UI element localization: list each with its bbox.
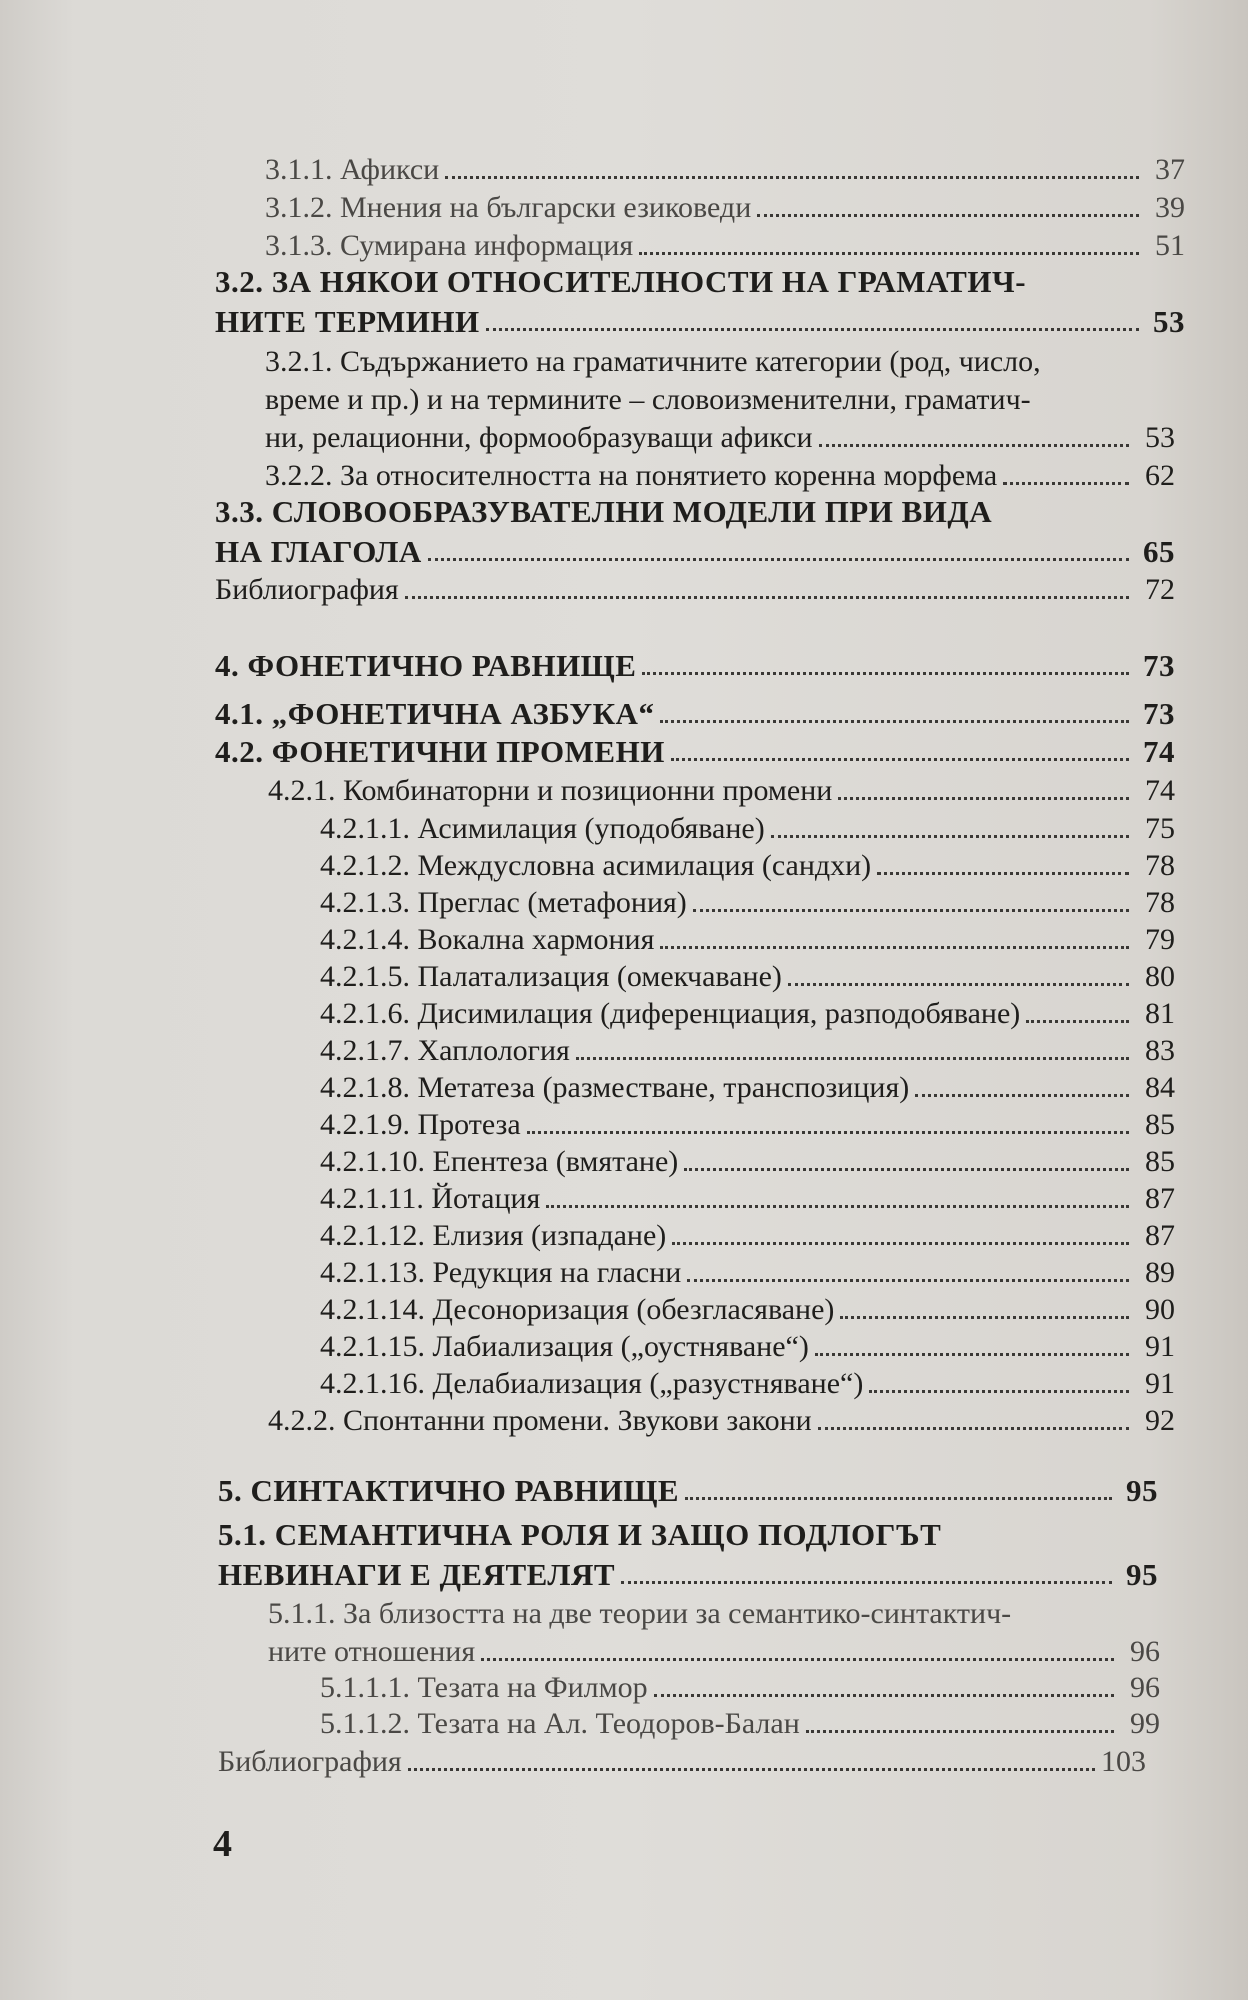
leader-dots [815,1353,1129,1356]
toc-entry-title: НЕВИНАГИ Е ДЕЯТЕЛЯТ [218,1557,616,1592]
leader-dots [788,983,1129,986]
leader-dots [915,1094,1129,1097]
toc-entry [320,885,1175,921]
toc-page-number: 85 [1145,1108,1175,1141]
toc-entry [265,458,1175,494]
toc-entry [265,190,1185,226]
leader-dots [819,444,1130,447]
toc-entry-title: НИТЕ ТЕРМИНИ [215,304,480,339]
leader-dots [642,672,1129,675]
toc-page-number: 99 [1130,1707,1160,1740]
toc-page-number: 74 [1143,734,1175,769]
toc-entry-title: 3.1.1. Афикси [265,153,440,186]
leader-dots [672,1242,1129,1245]
toc-page-number: 74 [1145,774,1175,807]
toc-entry-title: 5. СИНТАКТИЧНО РАВНИЩЕ [218,1473,680,1508]
toc-page-number: 84 [1145,1071,1175,1104]
toc-entry-title: 4.2.1.10. Епентеза (вмятане) [320,1145,679,1178]
toc-entry-title: 4.2.1.11. Йотация [320,1182,541,1215]
toc-entry-title: 3.1.2. Мнения на български езиковеди [265,191,752,224]
toc-page-number: 75 [1145,812,1175,845]
toc-entry-title: 4.2.1.5. Палатализация (омекчаване) [320,960,782,993]
toc-entry-title: 4.2.1.16. Делабиализация („разустняване“) [320,1367,864,1400]
toc-entry [320,1144,1175,1180]
leader-dots [445,176,1139,179]
leader-dots [757,214,1139,217]
leader-dots [685,1497,1112,1500]
page-number: 4 [213,1823,232,1865]
toc-page-number: 78 [1145,849,1175,882]
leader-dots [1026,1020,1129,1023]
toc-entry [320,1670,1160,1706]
toc-entry-title: 4.2.1.12. Елизия (изпадане) [320,1219,667,1252]
toc-page-number: 91 [1145,1367,1175,1400]
toc-entry [218,1744,1146,1780]
toc-entry [320,1181,1175,1217]
toc-entry-title: ни, релационни, формообразуващи афикси [265,421,813,454]
toc-entry [320,922,1175,958]
toc-entry [215,734,1175,770]
toc-entry-title-line: 3.2.1. Съдържанието на граматичните категории (род, число, [265,345,1041,378]
toc-entry [320,1107,1175,1143]
toc-page-number: 37 [1155,153,1185,186]
toc-entry [320,959,1175,995]
leader-dots [877,872,1129,875]
toc-entry-title: 4.2.1.1. Асимилация (уподобяване) [320,812,765,845]
toc-entry [320,1292,1175,1328]
toc-page-number: 51 [1155,229,1185,262]
toc-entry [268,1634,1160,1670]
toc-entry [268,1403,1175,1439]
toc-page-number: 53 [1145,421,1175,454]
toc-entry-title: Библиография [215,573,399,606]
toc-entry-title-line: 3.3. СЛОВООБРАЗУВАТЕЛНИ МОДЕЛИ ПРИ ВИДА [215,494,993,529]
toc-entry [320,1218,1175,1254]
leader-dots [576,1057,1129,1060]
toc-page-number: 95 [1126,1473,1158,1508]
toc-page-number: 96 [1130,1671,1160,1704]
leader-dots [840,1316,1129,1319]
leader-dots [693,909,1129,912]
toc-entry-title: 4.2.1.13. Редукция на гласни [320,1256,682,1289]
toc-page-number: 83 [1145,1034,1175,1067]
toc-entry [218,1557,1158,1593]
leader-dots [654,1694,1114,1697]
toc-entry [215,572,1175,608]
leader-dots [546,1205,1129,1208]
toc-entry-title: 5.1.1.2. Тезата на Ал. Теодоров-Балан [320,1707,800,1740]
toc-page-number: 78 [1145,886,1175,919]
toc-page-number: 62 [1145,459,1175,492]
toc-page-number: 87 [1145,1219,1175,1252]
toc-entry [268,773,1175,809]
toc-entry [218,1473,1158,1509]
toc-entry-title: 4.2.1.15. Лабиализация („оустняване“) [320,1330,809,1363]
toc-entry-title: 4.2. ФОНЕТИЧНИ ПРОМЕНИ [215,734,665,769]
toc-page-number: 65 [1143,534,1175,569]
leader-dots [660,720,1129,723]
leader-dots [408,1768,1095,1771]
leader-dots [660,946,1129,949]
leader-dots [405,596,1129,599]
toc-entry-title: 5.1.1.1. Тезата на Филмор [320,1671,648,1704]
leader-dots [771,835,1129,838]
toc-entry [215,534,1175,570]
leader-dots [838,797,1129,800]
leader-dots [428,558,1129,561]
toc-entry-title: НА ГЛАГОЛА [215,534,422,569]
leader-dots [806,1730,1114,1733]
toc-entry-title: 4.1. „ФОНЕТИЧНА АЗБУКА“ [215,696,655,731]
leader-dots [481,1658,1114,1661]
leader-dots [1003,482,1129,485]
toc-entry [320,811,1175,847]
toc-page-number: 96 [1130,1635,1160,1668]
toc-page-number: 92 [1145,1404,1175,1437]
toc-entry-title: 4.2.1.8. Метатеза (разместване, транспозиция) [320,1071,910,1104]
toc-entry-title: 4.2.1.6. Дисимилация (диференциация, разподобяване) [320,997,1021,1030]
toc-entry-title: 4. ФОНЕТИЧНО РАВНИЩЕ [215,648,637,683]
toc-entry-title: 4.2.1.3. Преглас (метафония) [320,886,687,919]
toc-entry [320,1033,1175,1069]
toc-entry-title: 4.2.1.7. Хаплология [320,1034,570,1067]
toc-page-number: 89 [1145,1256,1175,1289]
toc-page-number: 90 [1145,1293,1175,1326]
toc-page-number: 53 [1153,304,1185,339]
toc-page-number: 73 [1143,696,1175,731]
toc-entry [320,1706,1160,1742]
toc-entry [265,420,1175,456]
leader-dots [621,1581,1112,1584]
leader-dots [639,252,1139,255]
toc-entry [320,1329,1175,1365]
leader-dots [869,1390,1129,1393]
toc-page-number: 91 [1145,1330,1175,1363]
toc-entry-title: ните отношения [268,1635,476,1668]
toc-entry-title: Библиография [218,1745,402,1778]
toc-entry [320,1070,1175,1106]
leader-dots [684,1168,1129,1171]
toc-page-number: 81 [1145,997,1175,1030]
toc-entry-title-line: 5.1. СЕМАНТИЧНА РОЛЯ И ЗАЩО ПОДЛОГЪТ [218,1517,942,1552]
toc-page-number: 95 [1126,1557,1158,1592]
leader-dots [527,1131,1129,1134]
toc-entry-title: 3.1.3. Сумирана информация [265,229,634,262]
toc-entry-title-line: 3.2. ЗА НЯКОИ ОТНОСИТЕЛНОСТИ НА ГРАМАТИЧ- [215,264,1027,299]
toc-entry-title: 4.2.1. Комбинаторни и позиционни промени [268,774,833,807]
toc-page-number: 73 [1143,648,1175,683]
toc-entry-title: 3.2.2. За относителността на понятието коренна морфема [265,459,998,492]
toc-entry-title-line: време и пр.) и на термините – словоизменителни, граматич- [265,383,1031,416]
toc-entry [320,848,1175,884]
toc-entry [215,304,1185,340]
toc-page-number: 79 [1145,923,1175,956]
toc-entry [320,996,1175,1032]
toc-entry [265,228,1185,264]
toc-entry-title-line: 5.1.1. За близостта на две теории за семантико-синтактич- [268,1597,1012,1630]
toc-entry-title: 4.2.1.4. Вокална хармония [320,923,655,956]
toc-entry [265,152,1185,188]
toc-entry-title: 4.2.1.14. Десоноризация (обезгласяване) [320,1293,835,1326]
toc-page-number: 87 [1145,1182,1175,1215]
toc-page-number: 39 [1155,191,1185,224]
toc-entry-title: 4.2.2. Спонтанни промени. Звукови закони [268,1404,812,1437]
leader-dots [486,328,1139,331]
toc-page-number: 72 [1145,573,1175,606]
leader-dots [687,1279,1129,1282]
toc-page-number: 103 [1101,1745,1146,1778]
toc-entry-title: 4.2.1.9. Протеза [320,1108,521,1141]
toc-entry-title: 4.2.1.2. Междусловна асимилация (сандхи) [320,849,872,882]
toc-entry [320,1255,1175,1291]
leader-dots [818,1427,1129,1430]
toc-entry [215,648,1175,684]
toc-page-number: 85 [1145,1145,1175,1178]
toc-entry [215,696,1175,732]
toc-entry [320,1366,1175,1402]
leader-dots [671,758,1129,761]
toc-page-number: 80 [1145,960,1175,993]
